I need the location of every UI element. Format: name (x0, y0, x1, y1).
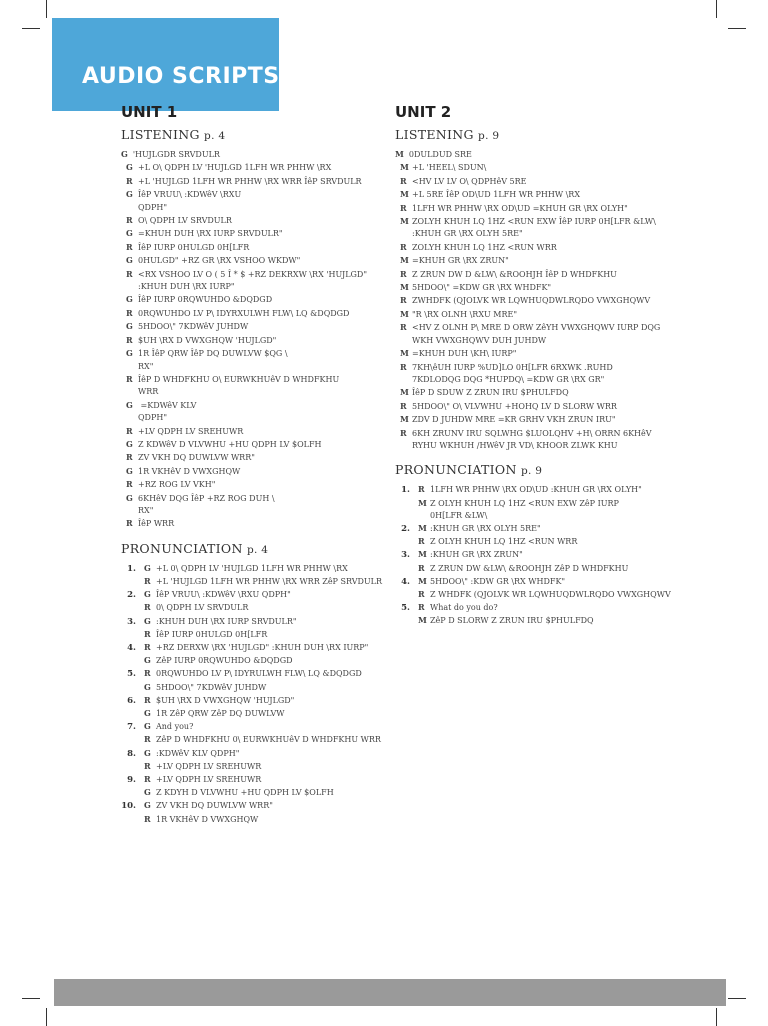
speaker-label: G (126, 228, 133, 239)
speaker-label: R (144, 642, 151, 652)
speaker-label: G (126, 438, 133, 449)
line-text: 0\ QDPH LV SRVDULR (156, 603, 249, 613)
speaker-label: R (400, 322, 407, 333)
speaker-label: R (126, 215, 133, 226)
speaker-label: R (144, 760, 151, 771)
speaker-label: G (126, 255, 133, 266)
speaker-label: R (400, 241, 407, 252)
line-text: :KHUH GR \RX ZRUN" (430, 550, 523, 560)
speaker-label: M (418, 497, 427, 508)
pronunciation-item (118, 641, 380, 654)
line-text: =KHUH GR \RX ZRUN" (412, 256, 509, 266)
line-text: ÎêP VRUU\ :KDWêV \RXU QDPH" (156, 590, 291, 600)
speaker-label: G (126, 465, 133, 476)
line-text: 0DULDUD SRE (408, 150, 472, 159)
line-text: 1R VKHêV D VWXGHQW (156, 814, 259, 824)
line-text: :KDWêV KLV QDPH" (156, 748, 240, 758)
speaker-label: R (400, 295, 407, 306)
script-line (118, 465, 380, 478)
pronunciation-item (392, 562, 732, 575)
speaker-label: R (144, 668, 151, 679)
script-line (392, 228, 732, 240)
crop-mark (22, 28, 40, 29)
section-title-listening (121, 127, 380, 142)
section-title-pronunciation (395, 462, 732, 477)
line-text: 0H[LFR &LW\ (430, 510, 488, 520)
script-line (118, 241, 380, 254)
speaker-label: R (144, 813, 151, 824)
speaker-label: R (144, 628, 151, 639)
script-line (118, 188, 380, 201)
script-line (392, 254, 732, 267)
speaker-label: R (418, 484, 425, 495)
line-text: QDPH" (138, 413, 168, 423)
speaker-label: R (144, 734, 151, 745)
script-line (118, 307, 380, 320)
speaker-label: R (418, 536, 425, 547)
line-text: :KHUH DUH \RX IURP" (138, 282, 235, 292)
script-line (392, 321, 732, 334)
script-line (118, 202, 380, 214)
line-text: 0RQWUHDO LV P\ IDYRXULWH FLW\ LQ &DQDGD (138, 308, 350, 318)
script-line (118, 438, 380, 451)
section-label: LISTENING (395, 127, 474, 142)
item-number: 4. (401, 576, 410, 587)
line-text: :KHUH DUH \RX IURP SRVDULR" (156, 616, 297, 626)
line-text: +L 'HUJLGD 1LFH WR PHHW \RX WRR ÎêP SRVDULR (138, 176, 362, 186)
speaker-label: M (400, 348, 409, 359)
line-text: :KHUH GR \RX OLYH 5RE" (412, 229, 523, 239)
line-text: And you? (156, 722, 194, 732)
crop-mark (728, 998, 746, 999)
speaker-label: R (400, 400, 407, 411)
script-line (392, 281, 732, 294)
speaker-label: M (418, 522, 427, 533)
line-text: Z ZRUN DW &LW\ &ROOHJH ZêP D WHDFKHU (430, 563, 629, 573)
pronunciation-item (392, 548, 732, 561)
speaker-label: G (126, 189, 133, 200)
pronunciation-item (118, 707, 380, 720)
item-number: 3. (401, 550, 410, 561)
item-number: 1. (127, 563, 136, 574)
speaker-label: R (126, 479, 133, 490)
speaker-label: R (126, 373, 133, 384)
pronunciation-list (118, 562, 380, 826)
script-line (392, 361, 732, 374)
script-line (392, 148, 732, 161)
section-label: PRONUNCIATION (121, 540, 243, 556)
pronunciation-item (392, 510, 732, 522)
speaker-label: M (400, 308, 409, 319)
speaker-label: R (126, 452, 133, 463)
speaker-label: R (400, 175, 407, 186)
line-text: =KHUH DUH \KH\ IURP" (412, 349, 517, 359)
unit-title: UNIT 2 (395, 103, 452, 121)
line-text: 6KHêV DQG ÎêP +RZ ROG DUH \ (138, 493, 275, 503)
script-line (392, 161, 732, 174)
speaker-label: M (418, 575, 427, 586)
script-line (392, 294, 732, 307)
script-line (118, 425, 380, 438)
line-text: WKH VWXGHQWV DUH JUHDW (412, 335, 547, 345)
line-text: ZêP IURP 0RQWUHDO &DQDGD (156, 656, 293, 666)
item-number: 4. (127, 643, 136, 653)
script-line (392, 427, 732, 440)
line-text: ZOLYH KHUH LQ 1HZ <RUN EXW ÎêP IURP 0H[LFR &LW\ (412, 217, 656, 227)
speaker-label: G (126, 321, 133, 332)
script-line (392, 374, 732, 386)
pronunciation-list (392, 483, 732, 627)
page-ref: p. 9 (478, 130, 500, 142)
pronunciation-item (118, 733, 380, 746)
line-text: +L O\ QDPH LV 'HUJLGD 1LFH WR PHHW \RX (138, 163, 332, 173)
section-label: PRONUNCIATION (395, 462, 517, 478)
line-text: :KHUH GR \RX OLYH 5RE" (430, 523, 541, 533)
script-line (118, 361, 380, 373)
speaker-label: R (126, 425, 133, 436)
script-line (118, 505, 380, 517)
script-line (392, 400, 732, 413)
item-number: 5. (401, 603, 410, 614)
speaker-label: R (144, 774, 151, 785)
pronunciation-item (118, 601, 380, 614)
script-line (118, 478, 380, 491)
unit-title: UNIT 1 (121, 103, 178, 121)
speaker-label: M (400, 189, 409, 200)
script-line (118, 412, 380, 424)
script-line (392, 268, 732, 281)
script-line (392, 308, 732, 321)
line-text: ZV VKH DQ DUWLVW WRR" (156, 801, 273, 811)
line-text: RYHU WKHUH /HWêV JR VD\ KHOOR ZLWK KHU (412, 440, 618, 450)
speaker-label: G (144, 721, 151, 732)
line-text: ÎêP IURP 0HULGD 0H[LFR (156, 629, 268, 639)
script-line (118, 492, 380, 505)
line-text: 5HDOO\" =KDW GR \RX WHDFK" (412, 283, 552, 293)
line-text: 7KDLODQG DQG *HUPDQ\ =KDW GR \RX GR" (412, 374, 605, 384)
pronunciation-item (392, 483, 732, 496)
line-text: ÎêP WRR (138, 519, 175, 529)
section-title-listening (395, 127, 732, 142)
pronunciation-item (118, 588, 380, 601)
speaker-label: R (126, 518, 133, 529)
page-title: AUDIO SCRIPTS (82, 64, 280, 89)
pronunciation-item (118, 799, 380, 812)
speaker-label: R (144, 694, 151, 705)
line-text: Z ZRUN DW D &LW\ &ROOHJH ÎêP D WHDFKHU (412, 269, 617, 279)
script-line (118, 148, 380, 161)
crop-mark (716, 0, 717, 18)
line-text: 1LFH WR PHHW \RX OD\UD =KHUH GR \RX OLYH" (412, 203, 628, 213)
line-text: ÎêP D SDUW Z ZRUN IRU $PHULFDQ (412, 388, 569, 398)
script-line (118, 268, 380, 281)
line-text: +LV QDPH LV SREHUWR (156, 775, 262, 785)
speaker-label: G (144, 655, 151, 666)
pronunciation-item (392, 522, 732, 535)
line-text: RX" (138, 361, 154, 371)
line-text: ZWHDFK (QJOLVK WR LQWHUQDWLRQDO VWXGHQWV (412, 296, 651, 306)
pronunciation-item (118, 681, 380, 694)
speaker-label: M (418, 615, 427, 626)
speaker-label: R (126, 334, 133, 345)
line-text: +L 'HEEL\ SDUN\ (412, 163, 487, 173)
speaker-label: G (126, 162, 133, 173)
pronunciation-item (118, 786, 380, 799)
line-text: 6KH ZRUNV IRU SQLWHG $LUOLQHV +H\ ORRN 6KHêV (412, 428, 652, 438)
speaker-label: R (144, 575, 151, 586)
line-text: What do you do? (430, 603, 498, 613)
item-number: 5. (127, 669, 136, 680)
line-text: +RZ ROG LV VKH" (138, 480, 216, 490)
script-line (392, 241, 732, 254)
pronunciation-item (392, 588, 732, 601)
script-line (118, 517, 380, 530)
pronunciation-item (118, 720, 380, 733)
speaker-label: R (126, 268, 133, 279)
speaker-label: G (144, 787, 151, 798)
line-text: ZV VKH DQ DUWLVW WRR" (138, 453, 255, 463)
item-number: 1. (401, 485, 410, 496)
line-text: $UH \RX D VWXGHQW 'HUJLGD" (156, 695, 295, 705)
speaker-label: M (418, 549, 427, 560)
speaker-label: R (400, 361, 407, 372)
script-line (118, 399, 380, 412)
line-text: =KHUH DUH \RX IURP SRVDULR" (138, 229, 283, 239)
crop-mark (728, 28, 746, 29)
speaker-label: G (121, 149, 128, 159)
speaker-label: G (126, 348, 133, 359)
page-ref: p. 4 (204, 130, 226, 142)
pronunciation-item (392, 497, 732, 510)
item-number: 7. (127, 722, 136, 733)
line-text: 1R ÎêP QRW ÎêP DQ DUWLVW $QG \ (138, 349, 288, 359)
speaker-label: R (400, 427, 407, 438)
section-title-pronunciation (121, 541, 380, 556)
script-lines (392, 148, 732, 452)
line-text: ZêP D SLORW Z ZRUN IRU $PHULFDQ (430, 616, 594, 626)
line-text: ZêP D WHDFKHU 0\ EURWKHUêV D WHDFKHU WRR (156, 735, 381, 745)
line-text: +LV QDPH LV SREHUWR (156, 761, 262, 771)
script-line (118, 227, 380, 240)
speaker-label: M (400, 414, 409, 425)
script-line (392, 347, 732, 360)
speaker-label: R (126, 175, 133, 186)
line-text: 1R VKHêV D VWXGHQW (138, 466, 241, 476)
crop-mark (46, 1008, 47, 1026)
script-line (118, 214, 380, 227)
page-ref: p. 4 (246, 543, 269, 556)
item-number: 10. (121, 801, 136, 812)
pronunciation-item (392, 535, 732, 548)
line-text: ÎêP IURP 0RQWUHDO &DQDGD (138, 295, 273, 305)
line-text: +L 5RE ÎêP OD\UD 1LFH WR PHHW \RX (412, 190, 581, 200)
pronunciation-item (392, 575, 732, 588)
line-text: ZDV D JUHDW MRE =KR GRHV VKH ZRUN IRU" (412, 415, 616, 425)
line-text: <HV Z OLNH P\ MRE D ORW ZêYH VWXGHQWV IURP DQG (412, 323, 661, 333)
speaker-label: M (400, 387, 409, 398)
script-line (392, 335, 732, 347)
pronunciation-item (118, 667, 380, 680)
line-text: 5HDOO\" :KDW GR \RX WHDFK" (430, 576, 566, 586)
line-text: 1LFH WR PHHW \RX OD\UD :KHUH GR \RX OLYH" (430, 485, 642, 495)
line-text: 7KH\êUH IURP %UD]LO 0H[LFR 6RXWK .RUHD (412, 362, 613, 372)
line-text: "R \RX OLNH \RXU MRE" (412, 309, 518, 319)
left-column (118, 103, 380, 826)
speaker-label: M (395, 149, 404, 159)
speaker-label: G (144, 800, 151, 811)
pronunciation-item (118, 813, 380, 826)
page-ref: p. 9 (520, 465, 543, 478)
pronunciation-item (118, 562, 380, 575)
crop-mark (22, 998, 40, 999)
pronunciation-item (392, 614, 732, 627)
speaker-label: R (400, 268, 407, 279)
script-line (118, 293, 380, 306)
pronunciation-item (118, 747, 380, 760)
script-line (392, 202, 732, 215)
speaker-label: G (144, 615, 151, 626)
line-text: =KDWêV KLV (138, 400, 197, 410)
line-text: +L 'HUJLGD 1LFH WR PHHW \RX WRR ZêP SRVDULR (156, 576, 382, 586)
script-line (118, 451, 380, 464)
line-text: Z KDWêV D VLVWHU +HU QDPH LV $OLFH (138, 439, 322, 449)
script-line (392, 215, 732, 228)
line-text: Z OLYH KHUH LQ 1HZ <RUN WRR (430, 537, 578, 547)
line-text: ÎêP IURP 0HULGD 0H[LFR (138, 242, 250, 252)
speaker-label: M (400, 162, 409, 173)
speaker-label: M (400, 216, 409, 227)
pronunciation-item (118, 773, 380, 786)
script-line (118, 347, 380, 360)
speaker-label: R (418, 562, 425, 573)
speaker-label: R (126, 307, 133, 318)
script-line (118, 334, 380, 347)
speaker-label: G (144, 589, 151, 600)
line-text: 5HDOO\" O\ VLVWHU +HOHQ LV D SLORW WRR (412, 401, 617, 411)
script-lines (118, 148, 380, 531)
script-line (118, 320, 380, 333)
pronunciation-item (118, 628, 380, 641)
line-text: Z KDYH D VLVWHU +HU QDPH LV $OLFH (156, 788, 334, 798)
item-number: 8. (127, 748, 136, 759)
line-text: 'HUJLGDR SRVDULR (132, 150, 220, 159)
line-text: <RX VSHOO LV O ( 5 Î * $ +RZ DEKRXW \RX 'HUJLGD" (138, 269, 368, 279)
speaker-label: R (126, 241, 133, 252)
line-text: Z WHDFK (QJOLVK WR LQWHUQDWLRQDO VWXGHQWV (430, 589, 671, 599)
pronunciation-item (118, 575, 380, 588)
speaker-label: G (126, 294, 133, 305)
pronunciation-item (118, 615, 380, 628)
speaker-label: G (126, 492, 133, 503)
item-number: 9. (127, 775, 136, 786)
line-text: QDPH" (138, 202, 168, 212)
script-line (392, 188, 732, 201)
speaker-label: G (144, 681, 151, 692)
line-text: +L 0\ QDPH LV 'HUJLGD 1LFH WR PHHW \RX (156, 563, 348, 573)
speaker-label: R (400, 202, 407, 213)
item-number: 2. (401, 523, 410, 534)
pronunciation-item (118, 760, 380, 773)
crop-mark (716, 1008, 717, 1026)
speaker-label: G (144, 747, 151, 758)
section-label: LISTENING (121, 127, 200, 142)
item-number: 6. (127, 695, 136, 706)
pronunciation-item (392, 601, 732, 614)
line-text: 5HDOO\" 7KDWêV JUHDW (156, 682, 267, 692)
script-line (392, 413, 732, 426)
speaker-label: R (418, 602, 425, 613)
line-text: Z OLYH KHUH LQ 1HZ <RUN EXW ZêP IURP (430, 498, 619, 508)
item-number: 3. (127, 616, 136, 627)
speaker-label: M (400, 255, 409, 266)
script-line (392, 440, 732, 452)
script-line (118, 373, 380, 386)
pronunciation-item (118, 694, 380, 707)
line-text: +LV QDPH LV SREHUWR (138, 426, 244, 436)
speaker-label: R (418, 588, 425, 599)
line-text: RX" (138, 505, 154, 515)
pronunciation-item (118, 654, 380, 667)
script-line (118, 281, 380, 293)
speaker-label: R (144, 602, 151, 613)
script-line (392, 175, 732, 188)
line-text: 0HULGD" +RZ GR \RX VSHOO WKDW" (138, 256, 301, 266)
crop-mark (46, 0, 47, 18)
script-line (118, 386, 380, 398)
footer-bar (54, 979, 726, 1006)
line-text: WRR (138, 387, 159, 397)
speaker-label: M (400, 282, 409, 293)
line-text: +RZ DERXW \RX 'HUJLGD" :KHUH DUH \RX IURP" (156, 643, 369, 652)
line-text: ÎêP D WHDFKHU O\ EURWKHUêV D WHDFKHU (138, 374, 340, 384)
script-line (118, 175, 380, 188)
line-text: $UH \RX D VWXGHQW 'HUJLGD" (138, 335, 277, 345)
script-line (118, 161, 380, 174)
line-text: O\ QDPH LV SRVDULR (138, 216, 232, 226)
item-number: 2. (127, 590, 136, 601)
line-text: ZOLYH KHUH LQ 1HZ <RUN WRR (412, 242, 557, 252)
line-text: 5HDOO\" 7KDWêV JUHDW (138, 322, 249, 332)
speaker-label: G (144, 708, 151, 719)
script-line (118, 254, 380, 267)
script-line (392, 386, 732, 399)
speaker-label: G (144, 562, 151, 573)
line-text: <HV LV LV O\ QDPHêV 5RE (412, 176, 527, 186)
line-text: ÎêP VRUU\ :KDWêV \RXU (138, 190, 242, 200)
line-text: 1R ZêP QRW ZêP DQ DUWLVW (156, 709, 285, 719)
speaker-label: G (126, 399, 133, 410)
right-column (392, 103, 732, 628)
line-text: 0RQWUHDO LV P\ IDYRULWH FLW\ LQ &DQDGD (156, 669, 362, 679)
